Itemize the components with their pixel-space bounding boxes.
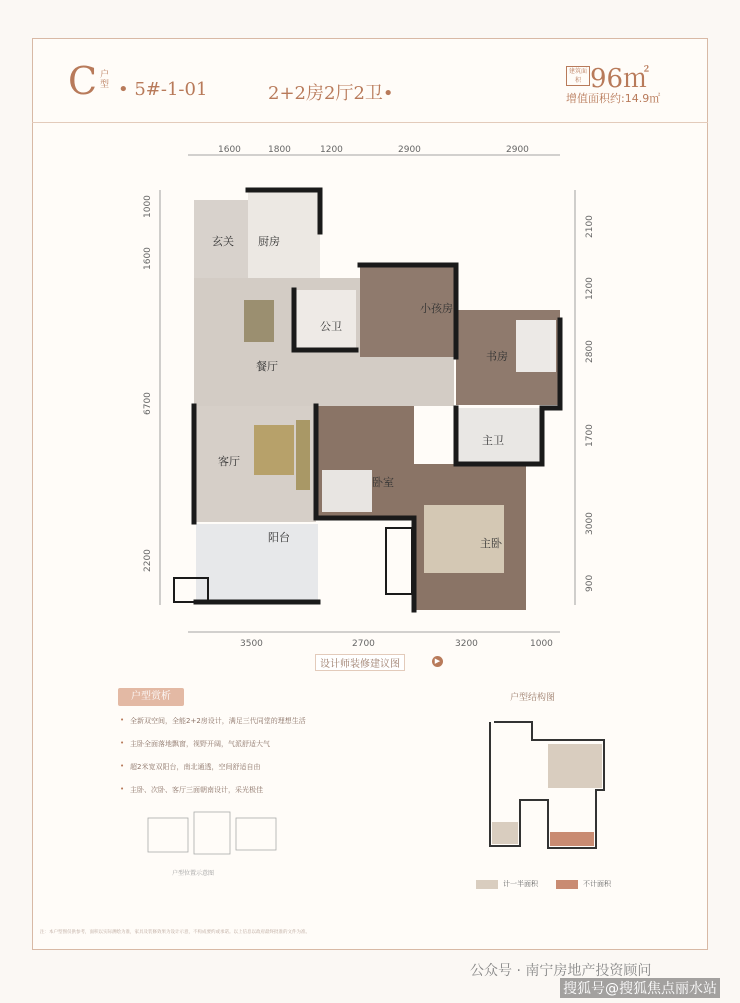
room-label-master-bedroom: 主卧 bbox=[480, 537, 502, 550]
dim-top-4: 2900 bbox=[398, 145, 421, 155]
plan-caption: 设计师装修建议图 bbox=[315, 654, 405, 671]
watermark-sohu: 搜狐号@搜狐焦点丽水站 bbox=[560, 978, 720, 998]
room-label-study: 书房 bbox=[486, 350, 508, 363]
study-bed bbox=[516, 320, 556, 372]
analysis-bullet: • 主卧、次卧、客厅三面朝南设计，采光极佳 bbox=[120, 785, 370, 795]
structure-half-area-2 bbox=[492, 822, 518, 844]
dim-right-4: 1700 bbox=[585, 424, 595, 447]
caption-arrow-icon: ▶ bbox=[432, 656, 443, 667]
analysis-bullet: • 全新双空间，全能2+2房设计，满足三代同堂的理想生活 bbox=[120, 716, 370, 726]
analysis-bullet: • 主卧全面落地飘窗，视野开阔，气派舒适大气 bbox=[120, 739, 370, 749]
structure-excluded-area bbox=[550, 832, 594, 846]
room-label-balcony: 阳台 bbox=[268, 531, 290, 544]
room-label-kitchen: 厨房 bbox=[258, 235, 280, 248]
footnote: 注：本户型图仅供参考，面积以实际测绘为准，家具及装修效果为设计示意，不构成要约或承诺。以上信息以政府最终批准的文件为准。 bbox=[40, 930, 310, 935]
dim-right-1: 2100 bbox=[585, 215, 595, 238]
dim-left-1: 1000 bbox=[143, 195, 153, 218]
dim-top-2: 1800 bbox=[268, 145, 291, 155]
kitchen-floor bbox=[248, 188, 320, 278]
room-label-kids-room: 小孩房 bbox=[420, 302, 453, 315]
unit-code: • 5#-1-01 bbox=[118, 79, 208, 100]
dining-table bbox=[244, 300, 274, 342]
sofa bbox=[296, 420, 310, 490]
watermark-wechat: 公众号 · 南宁房地产投资顾问 bbox=[470, 963, 652, 979]
legend-label-half: 计一半面积 bbox=[503, 880, 538, 888]
legend-label-excluded: 不计面积 bbox=[583, 880, 611, 888]
analysis-bullets bbox=[120, 716, 370, 808]
legend-swatch-half bbox=[476, 880, 498, 889]
dim-right-5: 3000 bbox=[585, 512, 595, 535]
area-tag: 建筑面积 bbox=[566, 66, 590, 86]
unit-type-sub: 户型 bbox=[100, 70, 110, 90]
room-label-living: 客厅 bbox=[218, 455, 240, 468]
dim-left-4: 2200 bbox=[143, 549, 153, 572]
location-block-3 bbox=[236, 818, 276, 850]
bedroom-bed bbox=[322, 470, 372, 512]
dim-bottom-3: 3200 bbox=[455, 639, 478, 649]
structure-title: 户型结构图 bbox=[510, 693, 556, 703]
dim-top-3: 1200 bbox=[320, 145, 343, 155]
location-block-2 bbox=[194, 812, 230, 854]
structure-half-area bbox=[548, 744, 602, 788]
extra-area: 增值面积约:14.9㎡ bbox=[566, 92, 661, 105]
unit-type-letter: C bbox=[68, 59, 98, 103]
dim-right-3: 2800 bbox=[585, 340, 595, 363]
analysis-bullet: • 超2米宽双阳台，南北通透，空间舒适自由 bbox=[120, 762, 370, 772]
balcony-floor bbox=[196, 524, 318, 602]
room-label-public-bath: 公卫 bbox=[320, 320, 342, 333]
room-label-bedroom: 卧室 bbox=[372, 476, 394, 489]
room-label-foyer: 玄关 bbox=[212, 235, 234, 248]
legend-swatch-excluded bbox=[556, 880, 578, 889]
area-value: 96㎡ bbox=[590, 64, 650, 94]
ac-unit-box-2 bbox=[386, 528, 412, 594]
dim-left-2: 1600 bbox=[143, 247, 153, 270]
dim-bottom-4: 1000 bbox=[530, 639, 553, 649]
dim-left-3: 6700 bbox=[143, 392, 153, 415]
dim-top-5: 2900 bbox=[506, 145, 529, 155]
dim-bottom-2: 2700 bbox=[352, 639, 375, 649]
layout-title: 2+2房2厅2卫• bbox=[268, 83, 394, 104]
dim-right-2: 1200 bbox=[585, 277, 595, 300]
dim-top-1: 1600 bbox=[218, 145, 241, 155]
dim-right-6: 900 bbox=[585, 574, 595, 592]
dim-bottom-1: 3500 bbox=[240, 639, 263, 649]
room-label-dining: 餐厅 bbox=[256, 360, 278, 373]
location-block-1 bbox=[148, 818, 188, 852]
analysis-tag: 户型赏析 bbox=[118, 688, 184, 706]
location-caption: 户型位置示意图 bbox=[172, 870, 215, 877]
coffee-table bbox=[254, 425, 294, 475]
room-label-master-bath: 主卫 bbox=[482, 434, 504, 447]
